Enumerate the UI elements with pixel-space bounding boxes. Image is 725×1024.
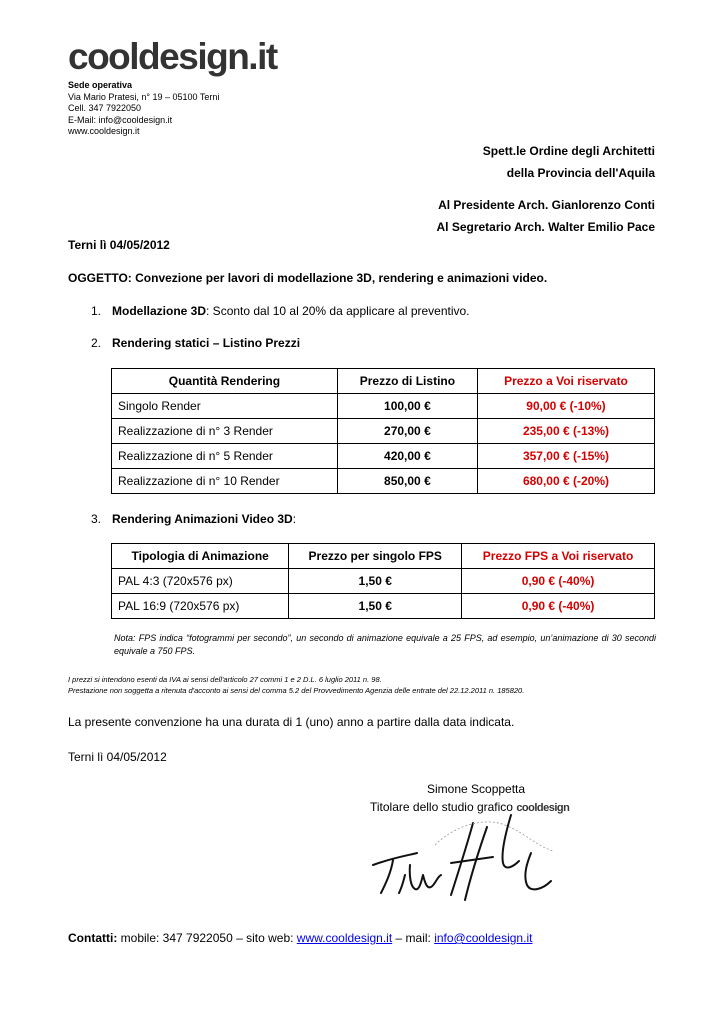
table-header: Prezzo per singolo FPS <box>289 544 462 569</box>
legal-line: Prestazione non soggetta a ritenuta d'acconto ai sensi del comma 5.2 del Provvedimento Agenzia delle entrate del 22.12.2011 n. 185820. <box>68 686 525 695</box>
legal-line: I prezzi si intendono esenti da IVA ai sensi dell'articolo 27 commi 1 e 2 D.L. 6 luglio 2011 n. 98. <box>68 675 382 684</box>
fps-note: Nota: FPS indica “fotogrammi per secondo”, un secondo di animazione equivale a 25 FPS, ad esempio, un’animazione di 30 secondi equivale a 750 FPS. <box>114 633 656 656</box>
website: www.cooldesign.it <box>68 126 140 136</box>
cell-phone: Cell. 347 7922050 <box>68 103 142 113</box>
table-row <box>112 394 655 419</box>
table-cell: 1,50 € <box>289 594 462 619</box>
table-row <box>112 569 655 594</box>
recipient-line: Al Presidente Arch. Gianlorenzo Conti <box>438 198 655 212</box>
table-cell: 90,00 € (-10%) <box>477 394 654 419</box>
table-cell: 680,00 € (-20%) <box>477 469 654 494</box>
role-logo: cooldesign <box>516 802 570 814</box>
table-header-row <box>112 369 655 394</box>
duration-statement: La presente convenzione ha una durata di 1 (uno) anno a partire dalla data indicata. <box>68 715 515 729</box>
table-row <box>112 594 655 619</box>
item-text: : Sconto dal 10 al 20% da applicare al preventivo. <box>206 304 470 318</box>
table-cell: 1,50 € <box>289 569 462 594</box>
subject: OGGETTO: Convezione per lavori di modellazione 3D, rendering e animazioni video. <box>68 271 548 285</box>
contacts-mobile: mobile: 347 7922050 – sito web: <box>117 931 297 945</box>
item-title: Rendering Animazioni Video 3D <box>112 512 293 526</box>
recipient-block <box>436 140 655 238</box>
letter-date: Terni lì 04/05/2012 <box>68 238 170 252</box>
email: E-Mail: info@cooldesign.it <box>68 114 173 125</box>
email-link[interactable]: info@cooldesign.it <box>434 931 533 945</box>
table-cell: 0,90 € (-40%) <box>462 569 655 594</box>
recipient-line: Al Segretario Arch. Walter Emilio Pace <box>436 220 655 234</box>
sede-title: Sede operativa <box>68 80 133 90</box>
table-cell: Singolo Render <box>112 394 338 419</box>
rendering-price-table <box>111 368 655 494</box>
role-text: Titolare dello studio grafico <box>370 800 513 814</box>
table-cell: 100,00 € <box>337 394 477 419</box>
item-number: 3. <box>91 512 102 526</box>
table-header: Prezzo a Voi riservato <box>477 369 654 394</box>
table-cell: 357,00 € (-15%) <box>477 444 654 469</box>
table-header-row <box>112 544 655 569</box>
signer-name: Simone Scoppetta <box>427 782 526 796</box>
table-row <box>112 419 655 444</box>
legal-notes <box>68 674 524 696</box>
recipient-line: della Provincia dell'Aquila <box>506 166 655 180</box>
table-cell: 270,00 € <box>337 419 477 444</box>
website-link[interactable]: www.cooldesign.it <box>296 931 393 945</box>
address: Via Mario Pratesi, n° 19 – 05100 Terni <box>68 91 220 102</box>
list-item <box>91 336 300 350</box>
table-cell: Realizzazione di n° 10 Render <box>112 469 338 494</box>
table-header: Prezzo di Listino <box>337 369 477 394</box>
contacts-label: Contatti: <box>68 931 118 945</box>
company-address-block <box>68 80 219 138</box>
table-header: Quantità Rendering <box>112 369 338 394</box>
table-row <box>112 444 655 469</box>
table-cell: 420,00 € <box>337 444 477 469</box>
table-cell: 235,00 € (-13%) <box>477 419 654 444</box>
table-cell: 0,90 € (-40%) <box>462 594 655 619</box>
item-text: : <box>292 512 297 526</box>
animation-price-table <box>111 543 655 619</box>
table-row <box>112 469 655 494</box>
item-number: 2. <box>91 336 102 350</box>
table-cell: PAL 16:9 (720x576 px) <box>112 594 289 619</box>
table-cell: 850,00 € <box>337 469 477 494</box>
company-logo: cooldesign.it <box>68 36 277 77</box>
item-title: Modellazione 3D <box>112 304 207 318</box>
recipient-line: Spett.le Ordine degli Architetti <box>482 144 655 158</box>
table-header: Prezzo FPS a Voi riservato <box>462 544 655 569</box>
closing-date: Terni lì 04/05/2012 <box>68 750 167 764</box>
item-title: Rendering statici – Listino Prezzi <box>112 336 301 350</box>
handwritten-signature <box>355 805 565 905</box>
mail-label: – mail: <box>392 931 435 945</box>
table-cell: Realizzazione di n° 5 Render <box>112 444 338 469</box>
table-header: Tipologia di Animazione <box>112 544 289 569</box>
table-cell: PAL 4:3 (720x576 px) <box>112 569 289 594</box>
list-item <box>91 304 470 318</box>
list-item <box>91 512 296 526</box>
contacts-footer <box>68 931 532 945</box>
table-cell: Realizzazione di n° 3 Render <box>112 419 338 444</box>
item-number: 1. <box>91 304 102 318</box>
